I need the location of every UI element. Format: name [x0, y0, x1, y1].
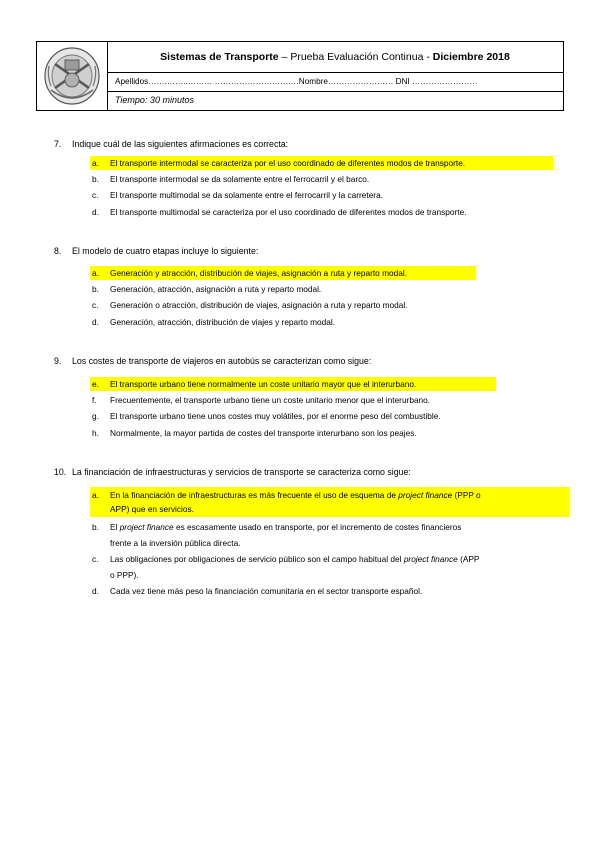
option-text-part: o PPP). — [110, 570, 139, 580]
option-text: El transporte multimodal se caracteriza por el uso coordinado de diferentes modos de transporte. — [110, 207, 467, 217]
option-text-part: En la financiación de infraestructuras es más frecuente el uso de esquema de — [110, 490, 399, 500]
option-10a — [90, 487, 569, 517]
option-letter: b. — [92, 522, 99, 532]
question-text: Los costes de transporte de viajeros en autobús se caracterizan como sigue: — [72, 356, 372, 366]
option-letter: a. — [92, 268, 99, 278]
option-text: Normalmente, la mayor partida de costes del transporte interurbano son los peajes. — [110, 428, 417, 438]
option-text: Cada vez tiene más peso la financiación comunitaria en el sector transporte español. — [110, 586, 423, 596]
option-text-part: (APP — [457, 554, 480, 564]
option-text-part: El — [110, 522, 120, 532]
time-limit: Tiempo: 30 minutos — [115, 95, 194, 105]
question-number: 9. — [54, 356, 62, 366]
exam-title — [107, 51, 563, 63]
option-text-part: (PPP o — [452, 490, 481, 500]
option-text-part: APP) que en servicios. — [110, 504, 194, 514]
option-letter: c. — [92, 554, 99, 564]
student-info-row — [107, 72, 563, 92]
option-letter: d. — [92, 586, 99, 596]
option-text: El transporte multimodal se da solamente entre el ferrocarril y la carretera. — [110, 190, 383, 200]
option-text: Generación, atracción, distribución de viajes y reparto modal. — [110, 317, 336, 327]
option-text: Frecuentemente, el transporte urbano tiene un coste unitario menor que el interurbano. — [110, 395, 431, 405]
option-text: El transporte urbano tiene unos costes muy volátiles, por el enorme peso del combustible. — [110, 411, 441, 421]
logo-cell — [37, 42, 108, 110]
option-text — [110, 552, 479, 582]
question-number: 8. — [54, 246, 62, 256]
question-number: 10. — [54, 467, 67, 477]
option-text-italic: project finance — [398, 490, 453, 500]
option-letter: c. — [92, 300, 99, 310]
option-letter: e. — [92, 379, 99, 389]
option-letter: a. — [92, 158, 99, 168]
option-letter: g. — [92, 411, 99, 421]
exam-header — [36, 41, 564, 111]
option-text: El transporte intermodal se caracteriza por el uso coordinado de diferentes modos de transporte. — [110, 158, 466, 168]
option-letter: d. — [92, 317, 99, 327]
question-10 — [54, 467, 411, 477]
option-9e — [90, 377, 496, 391]
option-text — [110, 520, 461, 550]
time-row — [107, 91, 563, 110]
option-text: El transporte intermodal se da solamente entre el ferrocarril y el barco. — [110, 174, 370, 184]
option-7a — [90, 156, 553, 170]
option-text: Generación o atracción, distribución de viajes, asignación a ruta y reparto modal. — [110, 300, 408, 310]
option-letter: c. — [92, 190, 99, 200]
option-text-part: es escasamente usado en transporte, por el incremento de costes financieros — [173, 522, 462, 532]
option-letter: f. — [92, 395, 97, 405]
question-8 — [54, 246, 258, 256]
question-7 — [54, 139, 288, 149]
option-letter: b. — [92, 174, 99, 184]
option-text: Generación, atracción, asignación a ruta y reparto modal. — [110, 284, 322, 294]
option-letter: b. — [92, 284, 99, 294]
option-text: Generación y atracción, distribución de viajes, asignación a ruta y reparto modal. — [110, 268, 408, 278]
option-letter: h. — [92, 428, 99, 438]
question-text: El modelo de cuatro etapas incluye lo siguiente: — [72, 246, 259, 256]
university-seal-logo — [43, 46, 101, 106]
option-text-italic: project finance — [403, 554, 458, 564]
course-name: Sistemas de Transporte — [160, 51, 279, 63]
option-text-part: Las obligaciones por obligaciones de servicio público son el campo habitual del — [110, 554, 404, 564]
question-number: 7. — [54, 139, 62, 149]
question-text: La financiación de infraestructuras y servicios de transporte se caracteriza como sigue: — [72, 467, 411, 477]
option-text: El transporte urbano tiene normalmente un coste unitario mayor que el interurbano. — [110, 379, 417, 389]
exam-title-row — [107, 42, 563, 73]
option-letter: d. — [92, 207, 99, 217]
option-text — [110, 488, 481, 516]
exam-date: Diciembre 2018 — [432, 51, 510, 63]
student-info-fields: Apellidos…….……..……… ……………………….…Nombre…………………… DNI …………………… — [115, 77, 478, 86]
option-text-italic: project finance — [119, 522, 174, 532]
option-text-part: frente a la inversión pública directa. — [110, 538, 241, 548]
exam-type: – Prueba Evaluación Continua - — [278, 51, 433, 63]
option-letter: a. — [92, 490, 99, 500]
question-9 — [54, 356, 371, 366]
option-8a — [90, 266, 476, 280]
question-text: Indique cuál de las siguientes afirmaciones es correcta: — [72, 139, 289, 149]
